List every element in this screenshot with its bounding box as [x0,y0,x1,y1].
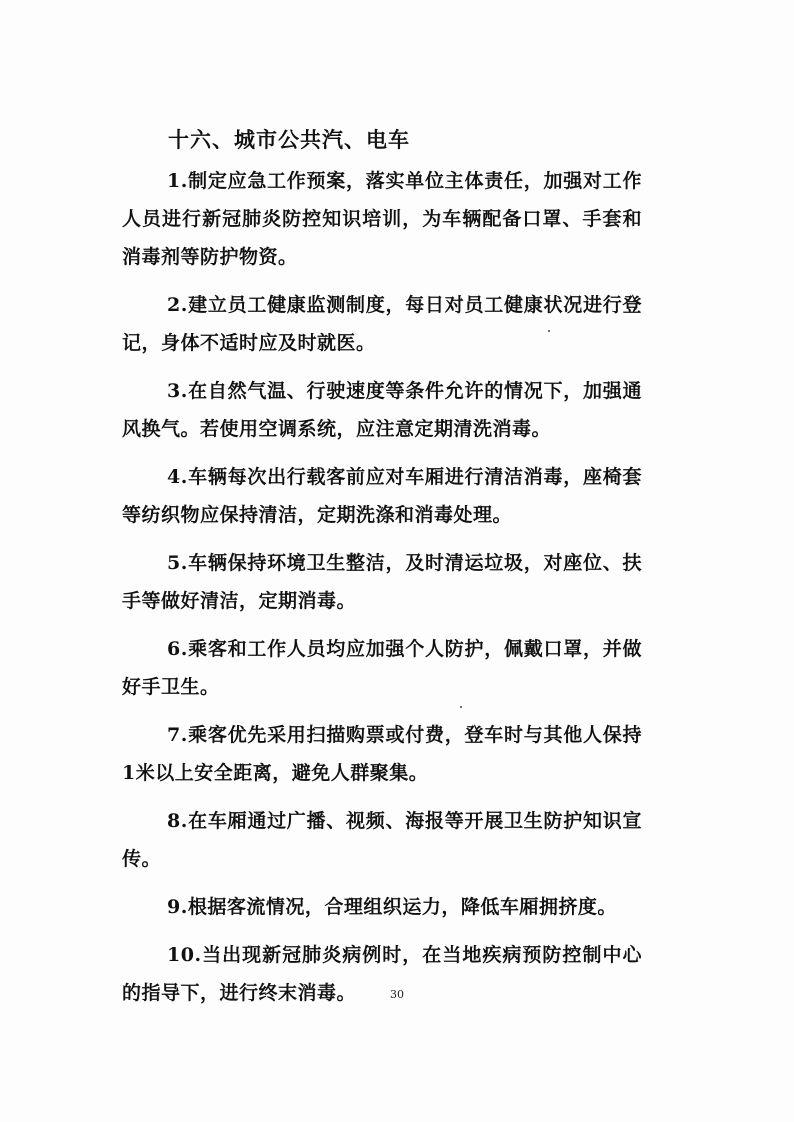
paragraph-10: 10.当出现新冠肺炎病例时，在当地疾病预防控制中心的指导下，进行终末消毒。 [122,944,642,1004]
paragraph-6: 6.乘客和工作人员均应加强个人防护，佩戴口罩，并做好手卫生。 [122,638,642,698]
paragraph-5: 5.车辆保持环境卫生整洁，及时清运垃圾，对座位、扶手等做好清洁，定期消毒。 [122,552,642,612]
section-title: 十六、城市公共汽、电车 [168,128,410,152]
paragraph-9: 9.根据客流情况，合理组织运力，降低车厢拥挤度。 [167,896,617,918]
paragraph-4: 4.车辆每次出行载客前应对车厢进行清洁消毒，座椅套等纺织物应保持清洁，定期洗涤和消毒处理。 [122,466,642,526]
page-number: 30 [390,988,404,1001]
scan-speck [460,706,462,708]
paragraph-7: 7.乘客优先采用扫描购票或付费，登车时与其他人保持1米以上安全距离，避免人群聚集。 [122,724,642,784]
paragraph-8: 8.在车厢通过广播、视频、海报等开展卫生防护知识宣传。 [122,810,642,870]
paragraph-2: 2.建立员工健康监测制度，每日对员工健康状况进行登记，身体不适时应及时就医。 [122,294,642,354]
paragraph-list [122,162,642,1022]
paragraph-3: 3.在自然气温、行驶速度等条件允许的情况下，加强通风换气。若使用空调系统，应注意定期清洗消毒。 [122,380,642,440]
paragraph-1: 1.制定应急工作预案，落实单位主体责任，加强对工作人员进行新冠肺炎防控知识培训，为车辆配备口罩、手套和消毒剂等防护物资。 [122,170,642,268]
scan-speck [548,330,550,332]
